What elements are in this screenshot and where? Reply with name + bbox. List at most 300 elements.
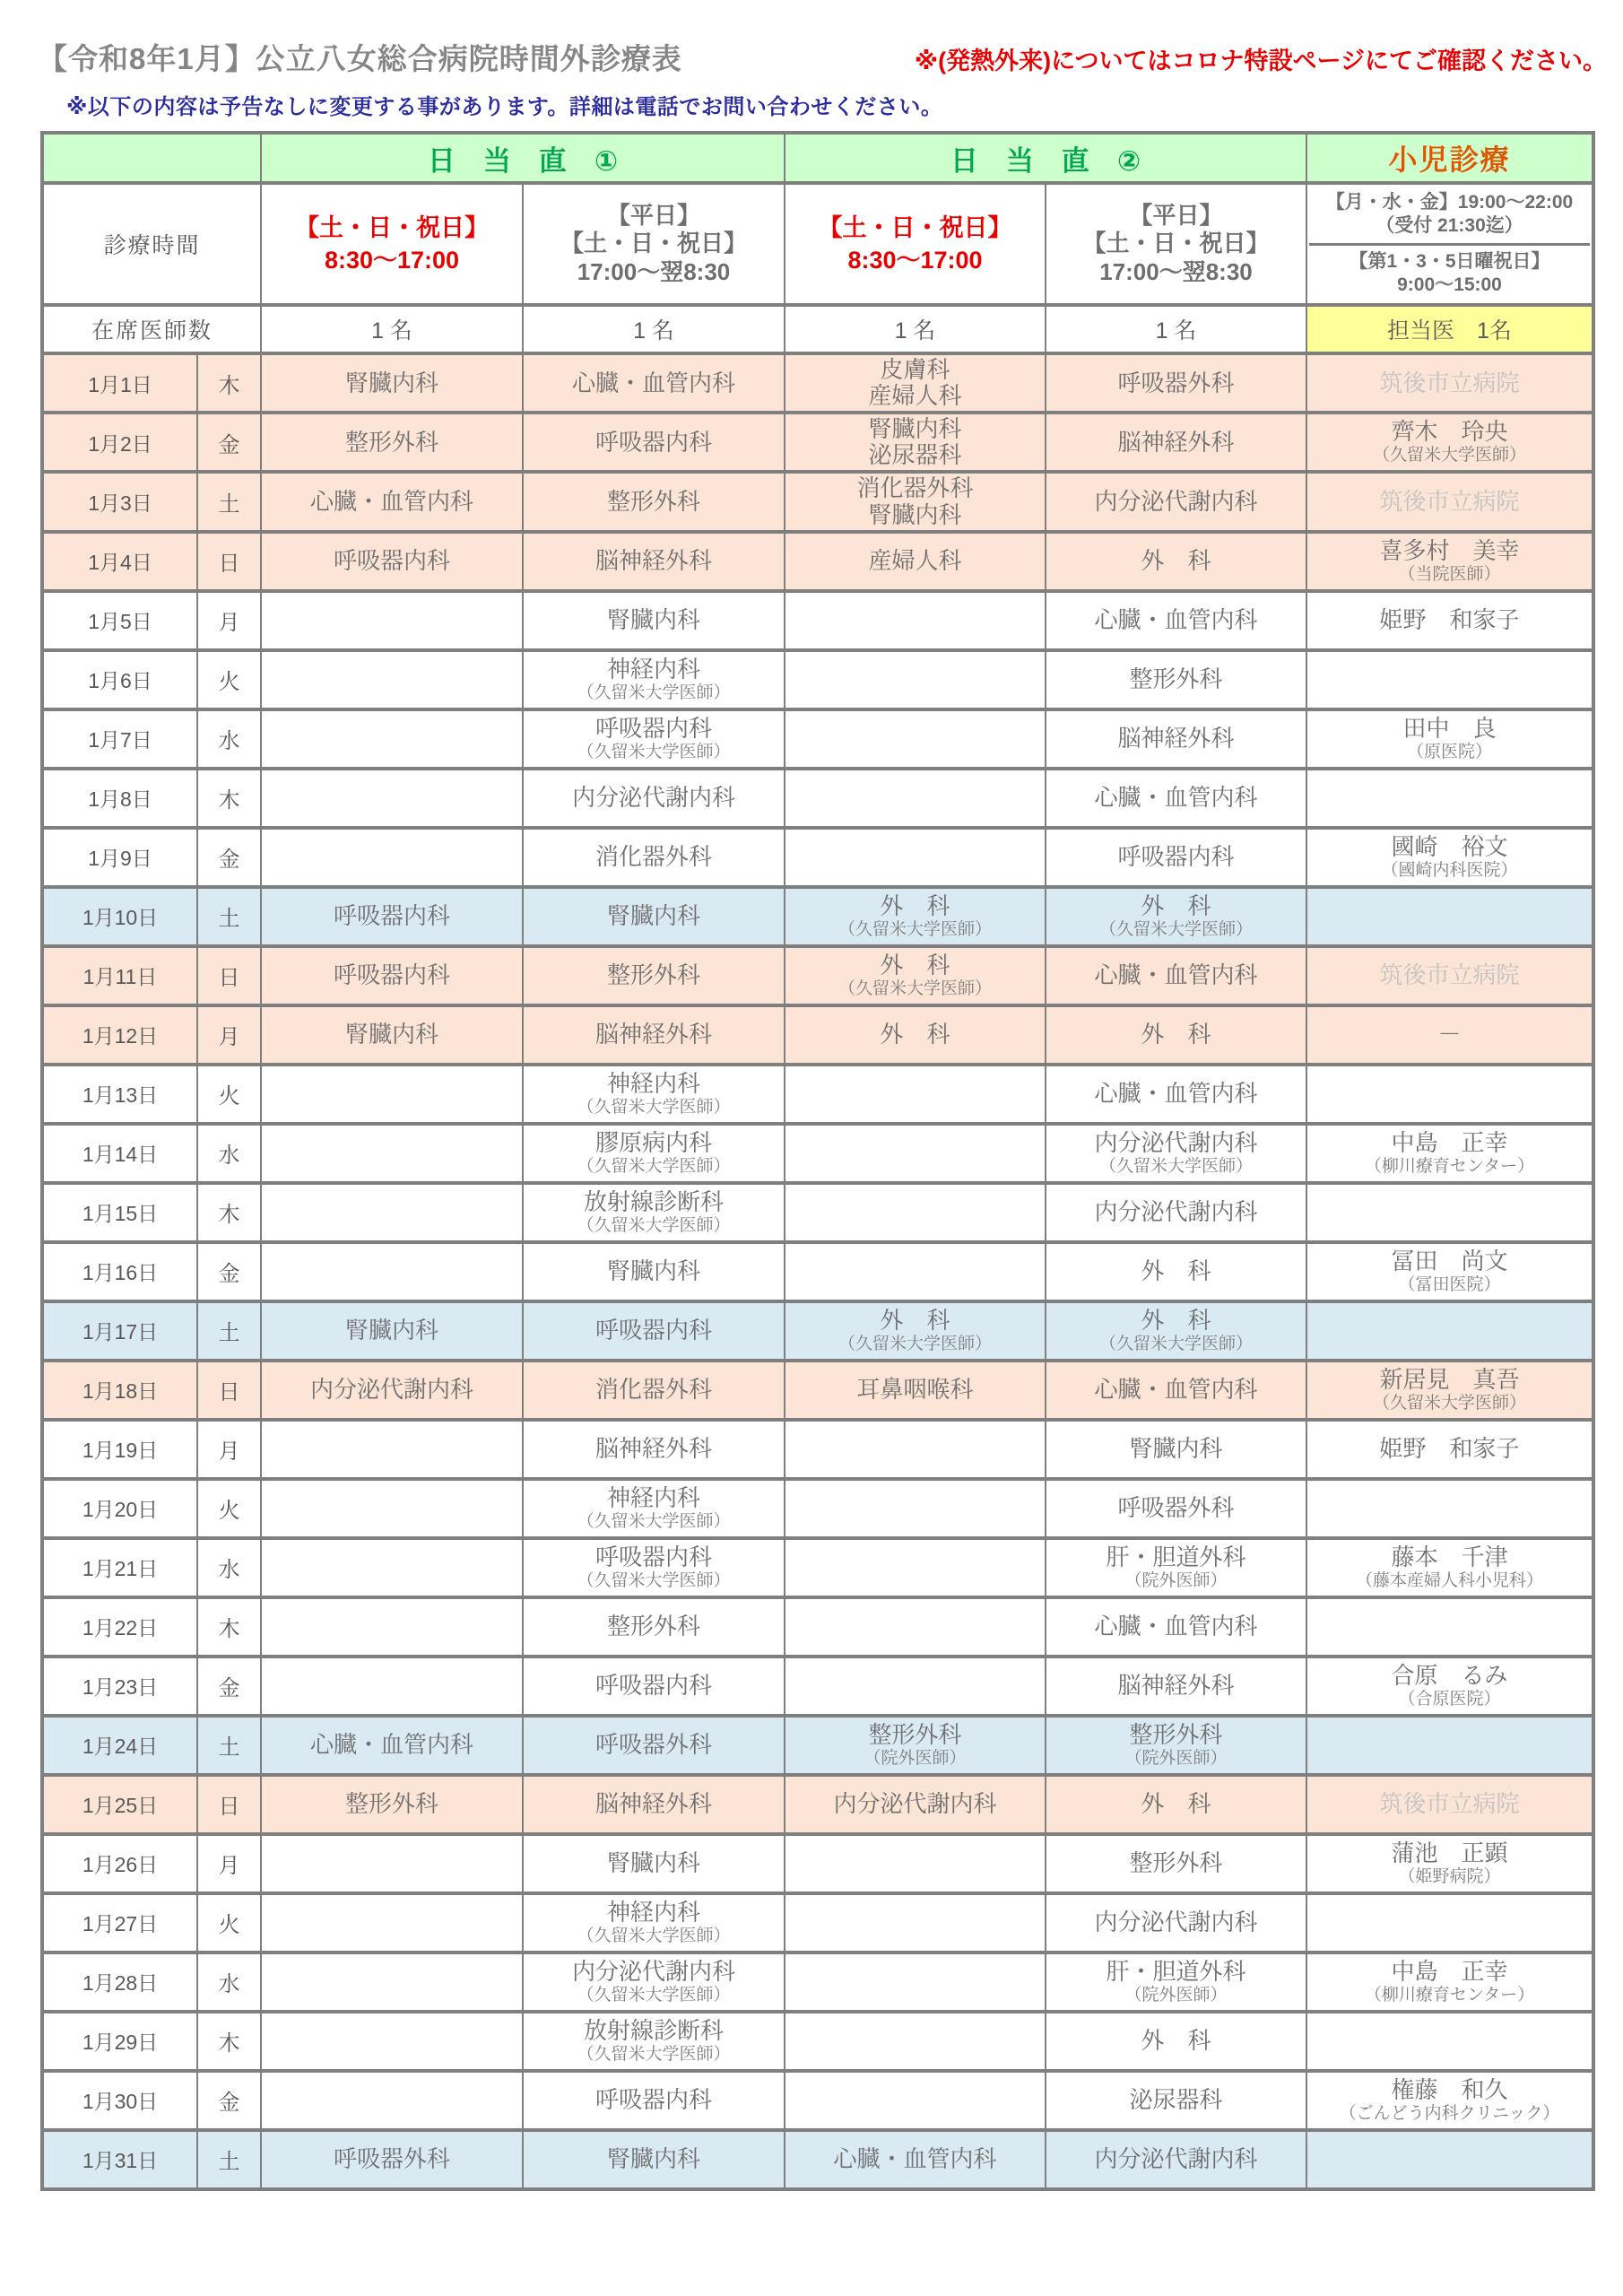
duty2-day-cell xyxy=(785,2071,1046,2130)
duty1-day-cell xyxy=(261,828,523,887)
duty2-day-cell xyxy=(785,1479,1046,1538)
day-of-week-cell: 日 xyxy=(197,1775,261,1834)
affiliation-text: （久留米大学医師） xyxy=(577,1985,731,2005)
duty2-day-cell xyxy=(785,828,1046,887)
duty1-night-cell xyxy=(523,1597,785,1657)
department-text: 脳神経外科 xyxy=(1117,1672,1235,1700)
date-cell: 1月5日 xyxy=(42,591,197,650)
duty1-header: 日 当 直 ① xyxy=(261,133,785,183)
affiliation-text: （久留米大学医師） xyxy=(577,2044,731,2064)
pediatric-count: 担当医 1名 xyxy=(1306,305,1593,353)
duty2-day-cell xyxy=(785,1065,1046,1124)
department-text: 呼吸器外科 xyxy=(333,2145,450,2173)
day-of-week-cell: 土 xyxy=(197,472,261,531)
department-text: 整形外科 xyxy=(1129,1849,1223,1877)
hours-line: 9:00～15:00 xyxy=(1397,274,1502,295)
duty2-night-cell xyxy=(1046,1479,1306,1538)
duty2-night-cell xyxy=(1046,887,1306,946)
department-text: 心臓・血管内科 xyxy=(1094,961,1258,989)
duty1-day-cell xyxy=(261,769,523,828)
duty1-night-cell xyxy=(523,1420,785,1479)
pediatric-cell xyxy=(1306,1361,1593,1420)
department-text: 新居見 真吾 xyxy=(1379,1365,1520,1393)
schedule-body xyxy=(42,353,1593,2189)
duty2-day-cell xyxy=(785,1657,1046,1716)
affiliation-text: （久留米大学医師） xyxy=(577,683,731,702)
duty2-day-cell xyxy=(785,769,1046,828)
day-of-week-cell: 火 xyxy=(197,650,261,709)
duty2-night-cell xyxy=(1046,413,1306,472)
department-text: 内分泌代謝内科 xyxy=(833,1790,997,1818)
day-row xyxy=(42,1124,1593,1183)
duty1-night-cell xyxy=(523,1183,785,1242)
duty1-night-cell xyxy=(523,650,785,709)
day-of-week-cell: 火 xyxy=(197,1893,261,1952)
department-text: 心臓・血管内科 xyxy=(1094,1080,1258,1108)
duty1-night-cell xyxy=(523,769,785,828)
date-cell: 1月6日 xyxy=(42,650,197,709)
department-text: 國崎 裕文 xyxy=(1391,832,1508,860)
affiliation-text: （冨田医院） xyxy=(1398,1274,1501,1294)
affiliation-text: （久留米大学医師） xyxy=(1372,446,1526,465)
duty1-day-cell xyxy=(261,2071,523,2130)
department-text: 整形外科 xyxy=(1129,1720,1223,1748)
department-text: 呼吸器外科 xyxy=(595,1731,712,1759)
department-text: 整形外科 xyxy=(606,487,700,515)
department-text: 呼吸器内科 xyxy=(595,2086,712,2114)
duty2-day-cell xyxy=(785,650,1046,709)
department-text: 脳神経外科 xyxy=(1117,428,1235,456)
hours-line: 17:00～翌8:30 xyxy=(1099,257,1253,285)
duty2-night-cell xyxy=(1046,472,1306,531)
department-text: 耳鼻咽喉科 xyxy=(856,1376,974,1404)
duty2-night-cell xyxy=(1046,769,1306,828)
department-text: 整形外科 xyxy=(1129,665,1223,693)
date-cell: 1月29日 xyxy=(42,2012,197,2071)
department-text: 整形外科 xyxy=(344,428,438,456)
duty1-night-cell xyxy=(523,1775,785,1834)
department-text: 呼吸器内科 xyxy=(333,547,450,575)
duty2-night-cell xyxy=(1046,1183,1306,1242)
department-text: 呼吸器内科 xyxy=(333,902,450,930)
affiliation-text: （久留米大学医師） xyxy=(577,1511,731,1531)
department-text: 腎臓内科 xyxy=(344,1021,438,1048)
day-row xyxy=(42,1775,1593,1834)
hours-line: （受付 21:30迄） xyxy=(1376,215,1523,237)
duty1-day-cell xyxy=(261,1183,523,1242)
pediatric-cell xyxy=(1306,591,1593,650)
duty1-day-cell xyxy=(261,1657,523,1716)
pediatric-sunday-hours xyxy=(1309,243,1590,302)
day-row xyxy=(42,828,1593,887)
department-text: － xyxy=(1437,1021,1462,1048)
date-cell: 1月25日 xyxy=(42,1775,197,1834)
duty2-header: 日 当 直 ② xyxy=(785,133,1306,183)
affiliation-text: （久留米大学医師） xyxy=(838,919,992,939)
day-of-week-cell: 火 xyxy=(197,1479,261,1538)
pediatric-cell xyxy=(1306,1657,1593,1716)
pediatric-cell xyxy=(1306,828,1593,887)
duty2-day-cell xyxy=(785,946,1046,1005)
department-text: 消化器外科 xyxy=(856,474,974,502)
affiliation-text: （柳川療育センター） xyxy=(1364,1156,1535,1176)
duty2-night-cell xyxy=(1046,828,1306,887)
pediatric-cell xyxy=(1306,1775,1593,1834)
department-text: 呼吸器内科 xyxy=(595,1672,712,1700)
department-text: 皮膚科 xyxy=(880,356,950,383)
pediatric-hours-cell xyxy=(1306,183,1593,305)
duty2-night-cell xyxy=(1046,946,1306,1005)
day-of-week-cell: 月 xyxy=(197,1005,261,1065)
duty2-day-cell xyxy=(785,2130,1046,2189)
department-text: 神経内科 xyxy=(606,1898,700,1926)
department-text: 中島 正幸 xyxy=(1391,1128,1508,1156)
day-of-week-cell: 木 xyxy=(197,1597,261,1657)
department-text: 肝・胆道外科 xyxy=(1106,1543,1246,1570)
department-text: 外 科 xyxy=(1141,1790,1211,1818)
duty2-night-cell xyxy=(1046,2071,1306,2130)
affiliation-text: （久留米大学医師） xyxy=(577,1156,731,1176)
department-text: 腎臓内科 xyxy=(606,606,700,634)
duty1-night-cell xyxy=(523,2130,785,2189)
department-text: 外 科 xyxy=(1141,1021,1211,1048)
duty2-night-cell xyxy=(1046,1361,1306,1420)
affiliation-text: （藤本産婦人科小児科） xyxy=(1355,1570,1543,1590)
schedule-table xyxy=(40,131,1595,2191)
date-cell: 1月20日 xyxy=(42,1479,197,1538)
pediatric-cell xyxy=(1306,353,1593,413)
department-text: 外 科 xyxy=(880,891,950,919)
pediatric-cell xyxy=(1306,709,1593,769)
department-text: 神経内科 xyxy=(606,655,700,683)
pediatric-cell xyxy=(1306,2071,1593,2130)
fever-clinic-note: ※(発熱外来)についてはコロナ特設ページにてご確認ください。 xyxy=(914,48,1607,74)
department-text: 腎臓内科 xyxy=(344,369,438,396)
date-cell: 1月3日 xyxy=(42,472,197,531)
duty1-day-cell xyxy=(261,1242,523,1301)
day-row xyxy=(42,1420,1593,1479)
department-text: 心臓・血管内科 xyxy=(1094,784,1258,812)
duty1-holiday-hours xyxy=(261,183,523,305)
day-of-week-cell: 木 xyxy=(197,1183,261,1242)
day-row xyxy=(42,650,1593,709)
duty2-day-cell xyxy=(785,1834,1046,1893)
day-of-week-cell: 水 xyxy=(197,709,261,769)
day-row xyxy=(42,2071,1593,2130)
day-of-week-cell: 土 xyxy=(197,887,261,946)
affiliation-text: （久留米大学医師） xyxy=(1372,1393,1526,1413)
department-text: 蒲池 正顕 xyxy=(1391,1839,1508,1866)
department-text: 齊木 玲央 xyxy=(1391,418,1508,446)
department-text: 内分泌代謝内科 xyxy=(571,1957,735,1985)
hours-line: 【土・日・祝日】 xyxy=(1082,230,1270,257)
duty1-day-cell xyxy=(261,1301,523,1361)
day-row xyxy=(42,769,1593,828)
department-text: 外 科 xyxy=(880,1306,950,1334)
duty2-day-cell xyxy=(785,1420,1046,1479)
duty2-day-cell xyxy=(785,532,1046,591)
department-text: 藤本 千津 xyxy=(1391,1543,1508,1570)
change-notice-note: ※以下の内容は予告なしに変更する事があります。詳細は電話でお問い合わせください。 xyxy=(66,95,943,119)
day-row xyxy=(42,1065,1593,1124)
duty2-night-cell xyxy=(1046,1834,1306,1893)
day-of-week-cell: 月 xyxy=(197,1834,261,1893)
department-text: 心臓・血管内科 xyxy=(309,1731,473,1759)
department-text: 整形外科 xyxy=(344,1790,438,1818)
day-row xyxy=(42,1538,1593,1597)
day-row xyxy=(42,887,1593,946)
date-cell: 1月30日 xyxy=(42,2071,197,2130)
department-text: 外 科 xyxy=(1141,1257,1211,1285)
hours-line: 【平日】 xyxy=(606,202,700,230)
department-text: 外 科 xyxy=(880,951,950,978)
duty2-night-count: 1 名 xyxy=(1046,305,1306,353)
duty2-night-cell xyxy=(1046,1775,1306,1834)
duty1-night-count: 1 名 xyxy=(523,305,785,353)
department-text: 脳神経外科 xyxy=(595,1435,712,1463)
day-of-week-cell: 木 xyxy=(197,353,261,413)
day-row xyxy=(42,1479,1593,1538)
date-cell: 1月26日 xyxy=(42,1834,197,1893)
duty1-night-cell xyxy=(523,946,785,1005)
day-row xyxy=(42,1657,1593,1716)
date-cell: 1月11日 xyxy=(42,946,197,1005)
day-of-week-cell: 月 xyxy=(197,591,261,650)
date-cell: 1月4日 xyxy=(42,532,197,591)
day-of-week-cell: 木 xyxy=(197,769,261,828)
hours-line: 【月・水・金】19:00～22:00 xyxy=(1325,192,1574,213)
pediatric-cell xyxy=(1306,946,1593,1005)
department-text: 整形外科 xyxy=(868,1720,962,1748)
day-row xyxy=(42,1005,1593,1065)
duty1-day-cell xyxy=(261,532,523,591)
department-text: 外 科 xyxy=(1141,891,1211,919)
pediatric-cell xyxy=(1306,1242,1593,1301)
hours-line: 【平日】 xyxy=(1129,202,1223,230)
duty1-night-cell xyxy=(523,591,785,650)
duty2-night-cell xyxy=(1046,1124,1306,1183)
duty1-night-cell xyxy=(523,1834,785,1893)
date-cell: 1月13日 xyxy=(42,1065,197,1124)
day-row xyxy=(42,1952,1593,2012)
pediatric-cell xyxy=(1306,1301,1593,1361)
duty1-night-cell xyxy=(523,1952,785,2012)
day-row xyxy=(42,1242,1593,1301)
day-of-week-cell: 土 xyxy=(197,1301,261,1361)
pediatric-cell xyxy=(1306,2012,1593,2071)
duty2-day-cell xyxy=(785,413,1046,472)
pediatric-cell xyxy=(1306,650,1593,709)
department-text: 呼吸器内科 xyxy=(595,1317,712,1344)
department-text: 外 科 xyxy=(1141,2027,1211,2055)
day-row xyxy=(42,472,1593,531)
department-text: 整形外科 xyxy=(606,1613,700,1640)
pediatric-header: 小児診療 xyxy=(1306,133,1593,183)
affiliation-text: （久留米大学医師） xyxy=(577,1570,731,1590)
affiliation-text: （久留米大学医師） xyxy=(838,1334,992,1353)
department-text: 脳神経外科 xyxy=(595,547,712,575)
pediatric-cell xyxy=(1306,1893,1593,1952)
date-cell: 1月10日 xyxy=(42,887,197,946)
day-row xyxy=(42,946,1593,1005)
duty1-night-cell xyxy=(523,1893,785,1952)
duty2-night-cell xyxy=(1046,591,1306,650)
pediatric-cell xyxy=(1306,1479,1593,1538)
pediatric-cell xyxy=(1306,1124,1593,1183)
duty2-day-cell xyxy=(785,2012,1046,2071)
department-text: 権藤 和久 xyxy=(1391,2075,1508,2103)
affiliation-text: （久留米大学医師） xyxy=(1098,1156,1253,1176)
duty2-day-cell xyxy=(785,1301,1046,1361)
department-text: 筑後市立病院 xyxy=(1379,1790,1520,1818)
day-row xyxy=(42,2012,1593,2071)
department-text: 消化器外科 xyxy=(595,1376,712,1404)
duty2-night-cell xyxy=(1046,532,1306,591)
duty1-day-cell xyxy=(261,946,523,1005)
affiliation-text: （久留米大学医師） xyxy=(1098,919,1253,939)
department-text: 筑後市立病院 xyxy=(1379,369,1520,396)
department-text: 心臓・血管内科 xyxy=(309,487,473,515)
duty1-night-hours xyxy=(523,183,785,305)
date-cell: 1月27日 xyxy=(42,1893,197,1952)
department-text: 呼吸器内科 xyxy=(595,428,712,456)
date-cell: 1月24日 xyxy=(42,1716,197,1775)
affiliation-text: （院外医師） xyxy=(864,1748,967,1768)
duty2-day-cell xyxy=(785,709,1046,769)
department-text: 呼吸器内科 xyxy=(333,961,450,989)
date-cell: 1月9日 xyxy=(42,828,197,887)
day-row xyxy=(42,1597,1593,1657)
department-text: 神経内科 xyxy=(606,1069,700,1097)
affiliation-text: （久留米大学医師） xyxy=(577,1097,731,1117)
department-text: 整形外科 xyxy=(606,961,700,989)
affiliation-text: （当院医師） xyxy=(1398,564,1501,584)
duty1-day-cell xyxy=(261,1597,523,1657)
duty1-day-cell xyxy=(261,1479,523,1538)
duty2-night-cell xyxy=(1046,1242,1306,1301)
department-text: 神経内科 xyxy=(606,1483,700,1511)
duty2-night-cell xyxy=(1046,1538,1306,1597)
duty2-day-cell xyxy=(785,1183,1046,1242)
hours-label: 診療時間 xyxy=(42,183,261,305)
header-row xyxy=(42,133,1593,183)
duty1-night-cell xyxy=(523,1479,785,1538)
duty1-day-cell xyxy=(261,353,523,413)
duty1-night-cell xyxy=(523,1716,785,1775)
duty2-night-cell xyxy=(1046,1420,1306,1479)
department-text: 心臓・血管内科 xyxy=(1094,1613,1258,1640)
affiliation-text: （久留米大学医師） xyxy=(577,1215,731,1235)
department-text: 呼吸器内科 xyxy=(595,1543,712,1570)
day-of-week-cell: 水 xyxy=(197,1952,261,2012)
affiliation-text: （院外医師） xyxy=(1124,1748,1228,1768)
duty1-day-cell xyxy=(261,1361,523,1420)
day-row xyxy=(42,1301,1593,1361)
duty2-day-cell xyxy=(785,1893,1046,1952)
department-text: 外 科 xyxy=(1141,1306,1211,1334)
department-text: 腎臓内科 xyxy=(1129,1435,1223,1463)
day-row xyxy=(42,1183,1593,1242)
department-text: 腎臓内科 xyxy=(344,1317,438,1344)
affiliation-text: （原医院） xyxy=(1406,742,1492,761)
department-text: 腎臓内科 xyxy=(606,902,700,930)
duty1-night-cell xyxy=(523,413,785,472)
day-of-week-cell: 土 xyxy=(197,2130,261,2189)
day-row xyxy=(42,353,1593,413)
pediatric-cell xyxy=(1306,413,1593,472)
affiliation-text: （院外医師） xyxy=(1124,1985,1228,2005)
duty2-night-cell xyxy=(1046,1005,1306,1065)
pediatric-cell xyxy=(1306,769,1593,828)
duty2-day-count: 1 名 xyxy=(785,305,1046,353)
department-text: 腎臓内科 xyxy=(868,415,962,443)
department-text: 泌尿器科 xyxy=(1129,2086,1223,2114)
duty1-night-cell xyxy=(523,2071,785,2130)
duty2-day-cell xyxy=(785,472,1046,531)
department-text: 中島 正幸 xyxy=(1391,1957,1508,1985)
affiliation-text: （久留米大学医師） xyxy=(838,978,992,998)
duty1-night-cell xyxy=(523,2012,785,2071)
department-text: 心臓・血管内科 xyxy=(1094,606,1258,634)
pediatric-cell xyxy=(1306,1834,1593,1893)
duty1-day-cell xyxy=(261,1538,523,1597)
department-text: 喜多村 美幸 xyxy=(1379,536,1520,564)
duty2-day-cell xyxy=(785,1124,1046,1183)
day-row xyxy=(42,709,1593,769)
day-of-week-cell: 火 xyxy=(197,1065,261,1124)
affiliation-text: （久留米大学医師） xyxy=(577,742,731,761)
date-cell: 1月23日 xyxy=(42,1657,197,1716)
duty2-night-cell xyxy=(1046,709,1306,769)
duty2-day-cell xyxy=(785,1242,1046,1301)
department-text: 田中 良 xyxy=(1402,714,1497,742)
duty1-day-cell xyxy=(261,1952,523,2012)
department-text: 呼吸器内科 xyxy=(1117,843,1235,871)
department-text: 内分泌代謝内科 xyxy=(1094,2145,1258,2173)
duty1-day-cell xyxy=(261,1834,523,1893)
department-text: 合原 るみ xyxy=(1391,1661,1508,1689)
staff-label: 在席医師数 xyxy=(42,305,261,353)
department-text: 呼吸器内科 xyxy=(595,714,712,742)
duty1-day-cell xyxy=(261,2012,523,2071)
department-text: 心臓・血管内科 xyxy=(1094,1376,1258,1404)
duty2-day-cell xyxy=(785,1775,1046,1834)
date-cell: 1月17日 xyxy=(42,1301,197,1361)
pediatric-cell xyxy=(1306,1065,1593,1124)
pediatric-cell xyxy=(1306,1420,1593,1479)
day-of-week-cell: 木 xyxy=(197,2012,261,2071)
duty1-day-cell xyxy=(261,2130,523,2189)
duty2-night-hours xyxy=(1046,183,1306,305)
department-text: 膠原病内科 xyxy=(595,1128,712,1156)
duty2-day-cell xyxy=(785,353,1046,413)
day-row xyxy=(42,591,1593,650)
pediatric-cell xyxy=(1306,1005,1593,1065)
department-text: 内分泌代謝内科 xyxy=(309,1376,473,1404)
duty2-day-cell xyxy=(785,591,1046,650)
department-text: 呼吸器外科 xyxy=(1117,369,1235,396)
duty2-day-cell xyxy=(785,1597,1046,1657)
staff-count-row xyxy=(42,305,1593,353)
duty1-night-cell xyxy=(523,1005,785,1065)
pediatric-cell xyxy=(1306,1716,1593,1775)
duty2-night-cell xyxy=(1046,1952,1306,2012)
date-cell: 1月28日 xyxy=(42,1952,197,2012)
day-row xyxy=(42,2130,1593,2189)
department-text: 心臓・血管内科 xyxy=(833,2145,997,2173)
duty2-night-cell xyxy=(1046,1893,1306,1952)
duty2-night-cell xyxy=(1046,2130,1306,2189)
